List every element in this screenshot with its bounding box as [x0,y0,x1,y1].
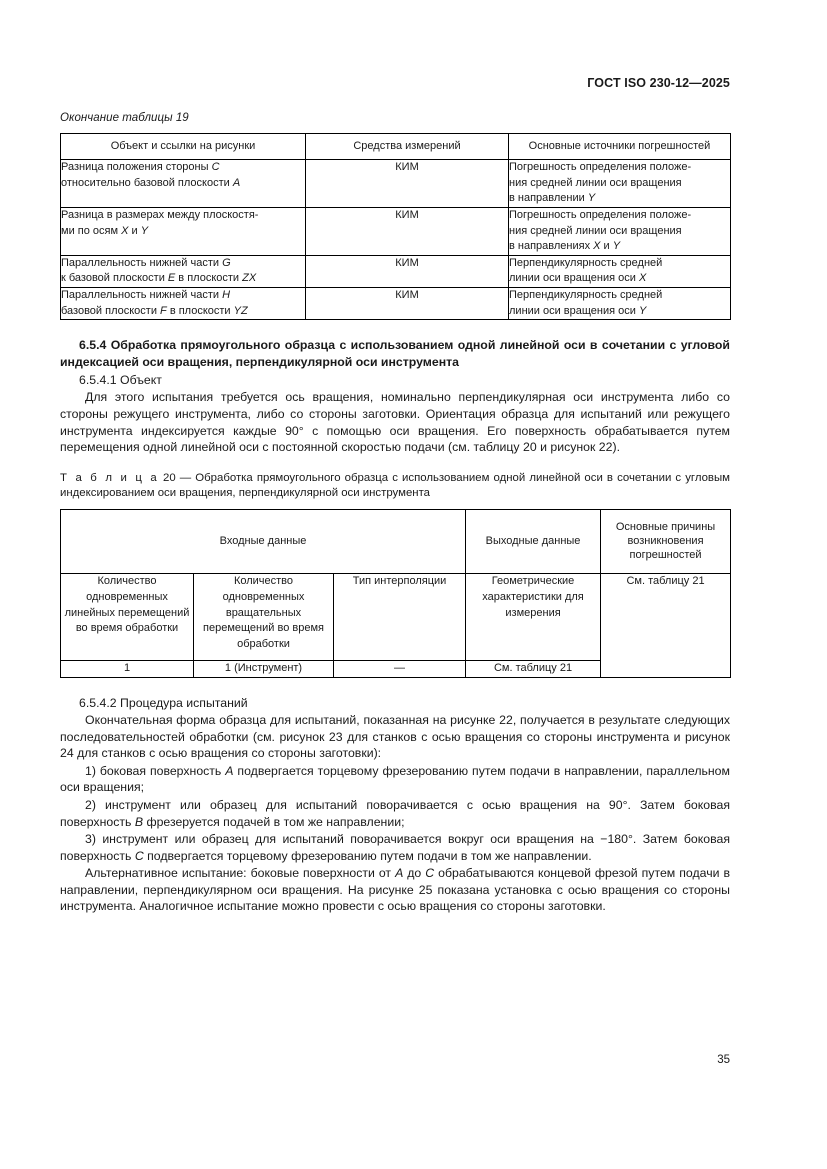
table-19-r2-object: Разница в размерах между плоскостя- ми по осям X и Y [61,207,306,255]
table-19-continuation-label: Окончание таблицы 19 [60,112,189,124]
table-20 [60,509,731,677]
table-19-col-sources: Основные источники погрешностей [509,134,731,160]
table-19 [60,133,731,320]
subsection-heading-6-5-4-2: 6.5.4.2 Процедура испытаний [79,695,248,710]
table-19-header-row [61,134,731,160]
table-20-caption-number: 20 [163,471,176,484]
table-19-col-means: Средства измерений [306,134,509,160]
table-20-data-interpolation: — [334,661,466,677]
table-20-sub-geometric-characteristics: Геометрические характеристики для измерения [466,574,601,661]
table-row [61,207,731,255]
table-20-subheader-row [61,574,731,661]
table-20-sub-interpolation-type: Тип интерполяции [334,574,466,661]
table-20-caption-word: Т а б л и ц а [60,471,159,484]
table-20-causes-value: См. таблицу 21 [601,574,731,677]
table-row [61,287,731,319]
table-20-data-rotary: 1 (Инструмент) [194,661,334,677]
table-19-r1-object: Разница положения стороны C относительно базовой плоскости A [61,160,306,208]
table-20-data-geometric: См. таблицу 21 [466,661,601,677]
table-20-group-output: Выходные данные [466,510,601,574]
paragraph-procedure-intro: Окончательная форма образца для испытаний, показанная на рисунке 22, получается в результате следующих последовательностей обработки (см. рисунок 23 для станков с осью вращения со стороны инструмента и рисунок 24 для станков с осью вращения со стороны заготовки): [60,713,730,761]
table-20-group-input: Входные данные [61,510,466,574]
procedure-step-1: 1) боковая поверхность A подвергается торцевому фрезерованию путем подачи в направлении, параллельном оси вращения; [60,763,730,795]
table-20-sub-rotary-moves: Количество одновременных вращательных перемещений во время обработки [194,574,334,661]
table-20-group-header-row [61,510,731,574]
table-19-col-object: Объект и ссылки на рисунки [61,134,306,160]
table-19-r3-object: Параллельность нижней части G к базовой плоскости E в плоскости ZX [61,255,306,287]
table-19-r2-means: КИМ [306,207,509,255]
table-19-r3-means: КИМ [306,255,509,287]
subsection-heading-6-5-4-1: 6.5.4.1 Объект [79,372,162,387]
table-row [61,160,731,208]
table-20-caption-text: — Обработка прямоугольного образца с использованием одной линейной оси в сочетании с угловым индексированием оси вращения, перпендикулярной оси инструмента [60,471,730,499]
table-19-r1-sources: Погрешность определения положе- ния средней линии оси вращения в направлении Y [509,160,731,208]
procedure-step-2: 2) инструмент или образец для испытаний поворачивается с осью вращения на 90°. Затем боковая поверхность B фрезеруется подачей в том же направлении; [60,798,730,829]
table-19-r4-sources: Перпендикулярность средней линии оси вращения оси Y [509,287,731,319]
table-20-caption [60,471,730,502]
table-20-sub-linear-moves: Количество одновременных линейных перемещений во время обработки [61,574,194,661]
table-19-r3-sources: Перпендикулярность средней линии оси вращения оси X [509,255,731,287]
table-row [61,255,731,287]
running-header-standard-title: ГОСТ ISO 230-12—2025 [587,76,730,90]
table-19-r1-means: КИМ [306,160,509,208]
table-19-r2-sources: Погрешность определения положе- ния средней линии оси вращения в направлениях X и Y [509,207,731,255]
table-20-data-linear: 1 [61,661,194,677]
page-content [60,112,730,915]
table-19-r4-object: Параллельность нижней части H базовой плоскости F в плоскости YZ [61,287,306,319]
page-number: 35 [717,1054,730,1066]
table-19-r4-means: КИМ [306,287,509,319]
paragraph-object-description: Для этого испытания требуется ось вращения, номинально перпендикулярная оси инструмента либо со стороны режущего инструмента, либо со стороны заготовки. Ориентация образца для испытаний или режущего инструмента индексируется каждые 90° с помощью оси вращения. Его поверхность обрабатывается путем перемещения одной линейной оси с постоянной скоростью подачи (см. таблицу 20 и рисунок 22). [60,390,730,455]
table-20-group-causes: Основные причины возникновения погрешностей [601,510,731,574]
procedure-step-3: 3) инструмент или образец для испытаний поворачивается вокруг оси вращения на −180°. Затем боковая поверхность C подвергается торцевому фрезерованию путем подачи в том же направлении. [60,832,730,863]
paragraph-alternative-test: Альтернативное испытание: боковые поверхности от A до C обрабатываются концевой фрезой путем подачи в направлении, перпендикулярном оси вращения. На рисунке 25 показана установка с осью вращения со стороны инструмента. Аналогичное испытание можно провести с осью вращения со стороны заготовки. [60,866,730,914]
section-heading-6-5-4: 6.5.4 Обработка прямоугольного образца с использованием одной линейной оси в сочетании с угловой индексацией оси вращения, перпендикулярной оси инструмента [60,338,730,369]
